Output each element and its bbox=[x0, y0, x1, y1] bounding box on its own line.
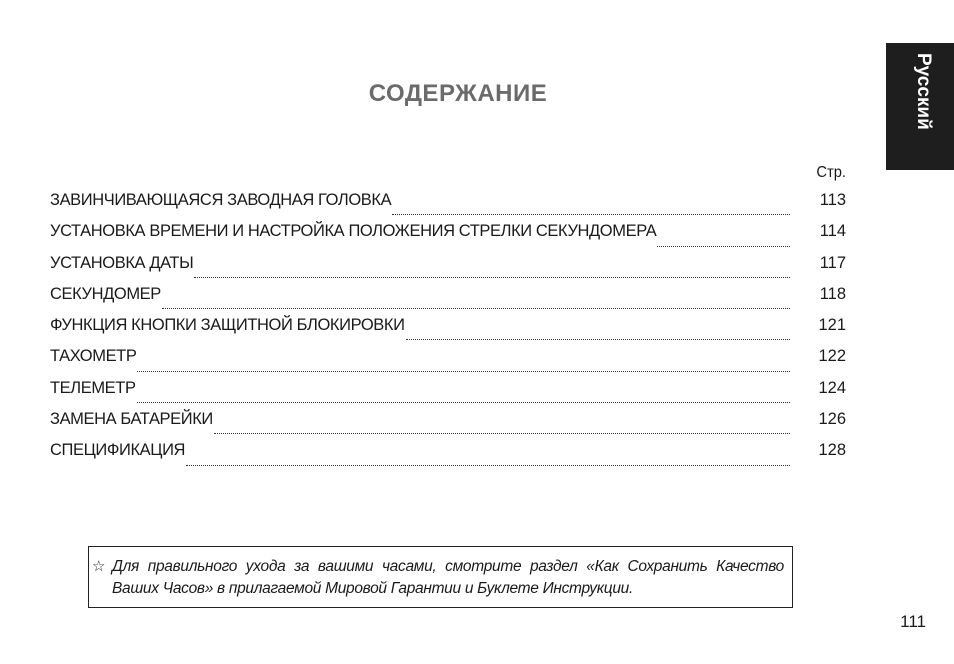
toc-entry-title: ТЕЛЕМЕТР bbox=[50, 378, 136, 397]
page-title: СОДЕРЖАНИЕ bbox=[368, 80, 548, 107]
toc-entry-page: 117 bbox=[819, 253, 846, 272]
toc-entry-title: УСТАНОВКА ВРЕМЕНИ И НАСТРОЙКА ПОЛОЖЕНИЯ СТРЕЛКИ СЕКУНДОМЕРА bbox=[50, 222, 657, 241]
toc-entry-page: 121 bbox=[818, 316, 846, 335]
star-outline-icon: ☆ bbox=[92, 557, 106, 575]
toc-entry-page: 124 bbox=[818, 378, 846, 397]
toc-entry-title: ЗАВИНЧИВАЮЩАЯСЯ ЗАВОДНАЯ ГОЛОВКА bbox=[50, 191, 392, 209]
toc-entry[interactable] bbox=[50, 285, 846, 316]
care-note-text: Для правильного ухода за вашими часами, смотрите раздел «Как Сохранить Качество Ваших Часов» в прилагаемой Мировой Гарантии и Буклете Инструкции. bbox=[112, 558, 784, 597]
toc-entry-page: 128 bbox=[818, 441, 846, 460]
toc-entry[interactable] bbox=[50, 254, 846, 285]
toc-entry-title: ФУНКЦИЯ КНОПКИ ЗАЩИТНОЙ БЛОКИРОВКИ bbox=[50, 316, 405, 335]
dot-leader bbox=[406, 339, 790, 340]
dot-leader bbox=[186, 465, 790, 466]
toc-entry[interactable] bbox=[50, 441, 846, 472]
dot-leader bbox=[657, 246, 790, 247]
dot-leader bbox=[137, 402, 790, 403]
dot-leader bbox=[194, 277, 790, 278]
toc-entry-title: УСТАНОВКА ДАТЫ bbox=[50, 253, 194, 272]
toc-entry-title: ЗАМЕНА БАТАРЕЙКИ bbox=[50, 410, 213, 429]
toc-entry-page: 118 bbox=[819, 284, 846, 303]
care-note-box bbox=[88, 546, 793, 608]
dot-leader bbox=[137, 371, 790, 372]
toc-entry-page: 113 bbox=[819, 191, 846, 209]
toc-entry-title: СПЕЦИФИКАЦИЯ bbox=[50, 441, 186, 460]
toc-entry[interactable] bbox=[50, 410, 846, 441]
table-of-contents bbox=[50, 191, 846, 473]
page-column-header: Стр. bbox=[816, 164, 846, 181]
toc-entry-page: 126 bbox=[818, 410, 846, 429]
toc-entry-page: 114 bbox=[819, 222, 846, 241]
dot-leader bbox=[214, 433, 790, 434]
toc-entry[interactable] bbox=[50, 379, 846, 410]
toc-entry[interactable] bbox=[50, 191, 846, 222]
toc-entry-title: СЕКУНДОМЕР bbox=[50, 284, 161, 303]
toc-entry-page: 122 bbox=[818, 347, 846, 366]
dot-leader bbox=[392, 214, 790, 215]
toc-entry[interactable] bbox=[50, 347, 846, 378]
toc-entry[interactable] bbox=[50, 222, 846, 253]
toc-entry[interactable] bbox=[50, 316, 846, 347]
page-number: 111 bbox=[900, 612, 926, 631]
toc-entry-title: ТАХОМЕТР bbox=[50, 347, 137, 366]
language-tab-label: Русский bbox=[913, 53, 934, 130]
dot-leader bbox=[162, 308, 790, 309]
